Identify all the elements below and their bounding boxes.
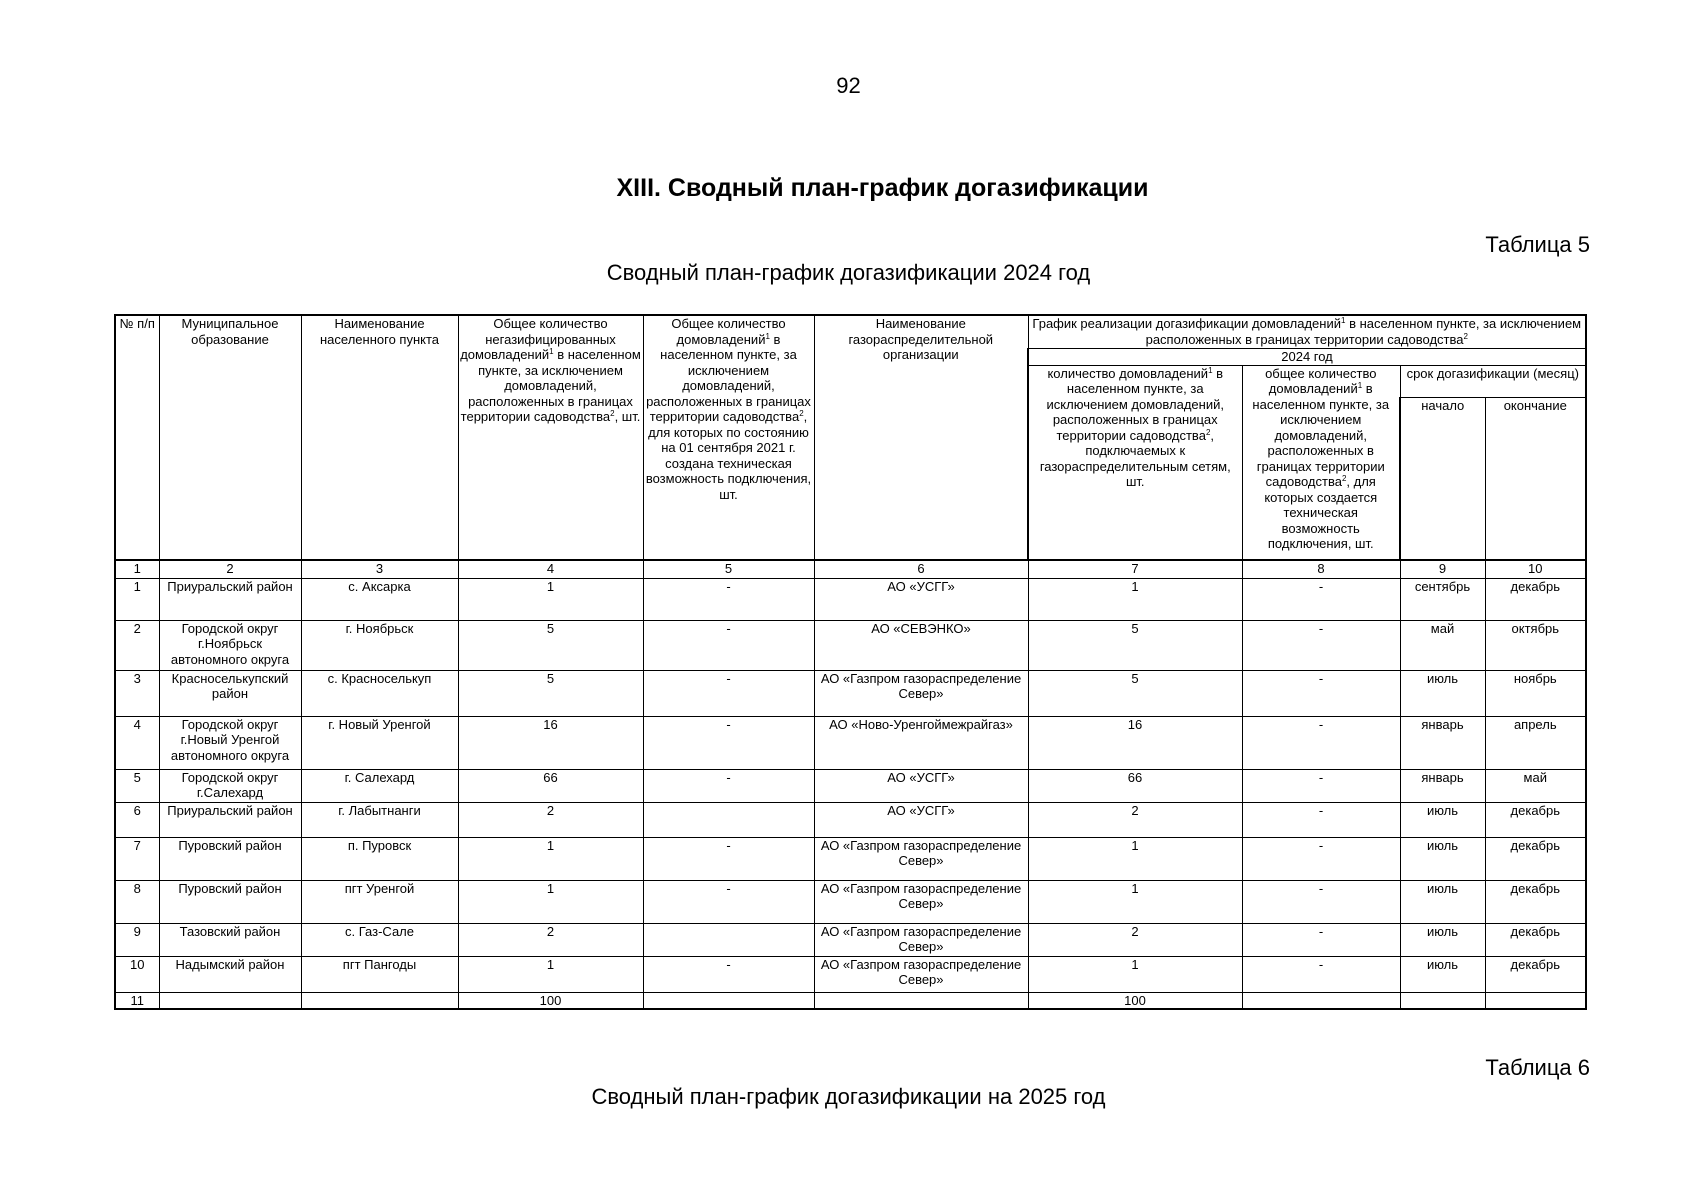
cell-start	[1400, 992, 1485, 1009]
table-row	[115, 670, 1586, 716]
header-gas-organization: Наименование газораспределительной организации	[814, 315, 1028, 560]
cell-capable: -	[643, 578, 814, 620]
cell-organization: АО «Газпром газораспределение Север»	[814, 923, 1028, 956]
cell-end: декабрь	[1485, 578, 1586, 620]
cell-capable	[643, 923, 814, 956]
cell-created: -	[1242, 620, 1400, 670]
cell-created	[1242, 992, 1400, 1009]
cell-end: декабрь	[1485, 880, 1586, 923]
cell-end: декабрь	[1485, 923, 1586, 956]
cell-end: апрель	[1485, 716, 1586, 769]
cell-start: июль	[1400, 670, 1485, 716]
cell-end: декабрь	[1485, 837, 1586, 880]
column-number: 5	[643, 560, 814, 578]
cell-number: 10	[115, 956, 159, 992]
cell-capable: -	[643, 620, 814, 670]
table-row	[115, 956, 1586, 992]
cell-locality: г. Ноябрьск	[301, 620, 458, 670]
cell-connected: 1	[1028, 578, 1242, 620]
cell-locality	[301, 992, 458, 1009]
table-row	[115, 716, 1586, 769]
cell-connected: 16	[1028, 716, 1242, 769]
cell-locality: п. Пуровск	[301, 837, 458, 880]
cell-locality: с. Аксарка	[301, 578, 458, 620]
cell-number: 6	[115, 802, 159, 837]
cell-start: май	[1400, 620, 1485, 670]
column-number: 1	[115, 560, 159, 578]
cell-total: 1	[458, 578, 643, 620]
cell-created: -	[1242, 837, 1400, 880]
column-number: 9	[1400, 560, 1485, 578]
cell-created: -	[1242, 956, 1400, 992]
cell-municipality: Городской округ г.Новый Уренгой автономного округа	[159, 716, 301, 769]
cell-municipality: Надымский район	[159, 956, 301, 992]
cell-start: июль	[1400, 923, 1485, 956]
cell-capable: -	[643, 670, 814, 716]
cell-start: январь	[1400, 769, 1485, 802]
cell-municipality: Городской округ г.Ноябрьск автономного округа	[159, 620, 301, 670]
section-title: XIII. Сводный план-график догазификации	[616, 174, 1149, 202]
cell-locality: пгт Уренгой	[301, 880, 458, 923]
cell-municipality: Городской округ г.Салехард	[159, 769, 301, 802]
cell-start: июль	[1400, 837, 1485, 880]
header-connected-households: количество домовладений$^1$ в населенном пункте, за исключением домовладений, расположенных в границах территории садоводства$^2$, подключаемых к газораспределительным сетям, шт.	[1028, 365, 1242, 560]
cell-total: 5	[458, 670, 643, 716]
cell-number: 1	[115, 578, 159, 620]
plan-table-2024	[114, 314, 1587, 1010]
cell-end: ноябрь	[1485, 670, 1586, 716]
cell-organization: АО «СЕВЭНКО»	[814, 620, 1028, 670]
header-capable-households: Общее количество домовладений$^1$ в населенном пункте, за исключением домовладений, расположенных в границах территории садоводства$^2$, для которых по состоянию на 01 сентября 2021 г. создана техническая возможность подключения, шт.	[643, 315, 814, 560]
cell-capable: -	[643, 716, 814, 769]
table-row	[115, 802, 1586, 837]
cell-organization: АО «Газпром газораспределение Север»	[814, 880, 1028, 923]
cell-number: 11	[115, 992, 159, 1009]
cell-municipality: Приуральский район	[159, 802, 301, 837]
cell-created: -	[1242, 802, 1400, 837]
cell-municipality: Пуровский район	[159, 837, 301, 880]
cell-capable	[643, 802, 814, 837]
cell-total: 2	[458, 923, 643, 956]
header-start: начало	[1400, 397, 1485, 560]
table-row	[115, 769, 1586, 802]
cell-total: 16	[458, 716, 643, 769]
header-number: № п/п	[115, 315, 159, 560]
cell-created: -	[1242, 670, 1400, 716]
cell-municipality: Тазовский район	[159, 923, 301, 956]
cell-organization: АО «Газпром газораспределение Север»	[814, 837, 1028, 880]
column-number: 8	[1242, 560, 1400, 578]
table-row	[115, 880, 1586, 923]
cell-municipality: Красноселькупский район	[159, 670, 301, 716]
cell-number: 9	[115, 923, 159, 956]
cell-capable: -	[643, 769, 814, 802]
cell-locality: пгт Пангоды	[301, 956, 458, 992]
cell-connected: 5	[1028, 670, 1242, 716]
cell-number: 8	[115, 880, 159, 923]
cell-created: -	[1242, 769, 1400, 802]
cell-total: 5	[458, 620, 643, 670]
cell-end	[1485, 992, 1586, 1009]
cell-end: декабрь	[1485, 802, 1586, 837]
cell-capable: -	[643, 880, 814, 923]
cell-organization: АО «Газпром газораспределение Север»	[814, 956, 1028, 992]
cell-number: 5	[115, 769, 159, 802]
cell-municipality	[159, 992, 301, 1009]
cell-number: 3	[115, 670, 159, 716]
column-number: 4	[458, 560, 643, 578]
cell-start: сентябрь	[1400, 578, 1485, 620]
cell-end: октябрь	[1485, 620, 1586, 670]
cell-created: -	[1242, 923, 1400, 956]
table-row	[115, 837, 1586, 880]
page-number: 92	[836, 73, 861, 98]
header-end: окончание	[1485, 397, 1586, 560]
cell-locality: с. Газ-Сале	[301, 923, 458, 956]
table-row	[115, 620, 1586, 670]
column-number: 7	[1028, 560, 1242, 578]
table-row	[115, 578, 1586, 620]
cell-municipality: Приуральский район	[159, 578, 301, 620]
cell-capable: -	[643, 837, 814, 880]
table-6-caption: Сводный план-график догазификации на 2025 год	[591, 1084, 1106, 1109]
cell-connected: 1	[1028, 837, 1242, 880]
table-row	[115, 923, 1586, 956]
cell-created: -	[1242, 578, 1400, 620]
cell-connected: 2	[1028, 923, 1242, 956]
cell-start: январь	[1400, 716, 1485, 769]
cell-created: -	[1242, 880, 1400, 923]
cell-total: 1	[458, 837, 643, 880]
table-row-total	[115, 992, 1586, 1009]
header-locality: Наименование населенного пункта	[301, 315, 458, 560]
cell-organization: АО «УСГГ»	[814, 802, 1028, 837]
table-6-label: Таблица 6	[1485, 1055, 1590, 1080]
header-municipality: Муниципальное образование	[159, 315, 301, 560]
cell-total: 1	[458, 956, 643, 992]
cell-total: 2	[458, 802, 643, 837]
table-5-caption: Сводный план-график догазификации 2024 год	[606, 260, 1091, 285]
cell-locality: г. Лабытнанги	[301, 802, 458, 837]
cell-organization: АО «УСГГ»	[814, 769, 1028, 802]
header-created-households: общее количество домовладений$^1$ в населенном пункте, за исключением домовладений, расположенных в границах территории садоводства$^2$, для которых создается техническая возможность подключения, шт.	[1242, 365, 1400, 560]
header-year: 2024 год	[1028, 348, 1586, 365]
cell-capable	[643, 992, 814, 1009]
header-schedule-group: График реализации догазификации домовладений$^1$ в населенном пункте, за исключением расположенных в границах территории садоводства$^2$	[1028, 315, 1586, 348]
cell-total: 100	[458, 992, 643, 1009]
cell-connected: 5	[1028, 620, 1242, 670]
column-number: 10	[1485, 560, 1586, 578]
column-number: 3	[301, 560, 458, 578]
header-total-households: Общее количество негазифицированных домовладений$^1$ в населенном пункте, за исключением домовладений, расположенных в границах территории садоводства$^2$, шт.	[458, 315, 643, 560]
cell-total: 66	[458, 769, 643, 802]
column-number-row	[115, 560, 1586, 578]
cell-created: -	[1242, 716, 1400, 769]
cell-total: 1	[458, 880, 643, 923]
cell-locality: г. Салехард	[301, 769, 458, 802]
cell-organization: АО «УСГГ»	[814, 578, 1028, 620]
cell-municipality: Пуровский район	[159, 880, 301, 923]
cell-number: 7	[115, 837, 159, 880]
cell-connected: 1	[1028, 880, 1242, 923]
cell-locality: г. Новый Уренгой	[301, 716, 458, 769]
cell-start: июль	[1400, 802, 1485, 837]
cell-number: 4	[115, 716, 159, 769]
cell-connected: 66	[1028, 769, 1242, 802]
cell-capable: -	[643, 956, 814, 992]
cell-start: июль	[1400, 880, 1485, 923]
cell-connected: 100	[1028, 992, 1242, 1009]
cell-connected: 2	[1028, 802, 1242, 837]
cell-end: декабрь	[1485, 956, 1586, 992]
column-number: 6	[814, 560, 1028, 578]
cell-locality: с. Красноселькуп	[301, 670, 458, 716]
header-term: срок догазификации (месяц)	[1400, 365, 1586, 397]
cell-organization: АО «Газпром газораспределение Север»	[814, 670, 1028, 716]
table-5-label: Таблица 5	[1485, 232, 1590, 257]
cell-organization: АО «Ново-Уренгоймежрайгаз»	[814, 716, 1028, 769]
cell-end: май	[1485, 769, 1586, 802]
column-number: 2	[159, 560, 301, 578]
cell-number: 2	[115, 620, 159, 670]
cell-organization	[814, 992, 1028, 1009]
cell-connected: 1	[1028, 956, 1242, 992]
cell-start: июль	[1400, 956, 1485, 992]
